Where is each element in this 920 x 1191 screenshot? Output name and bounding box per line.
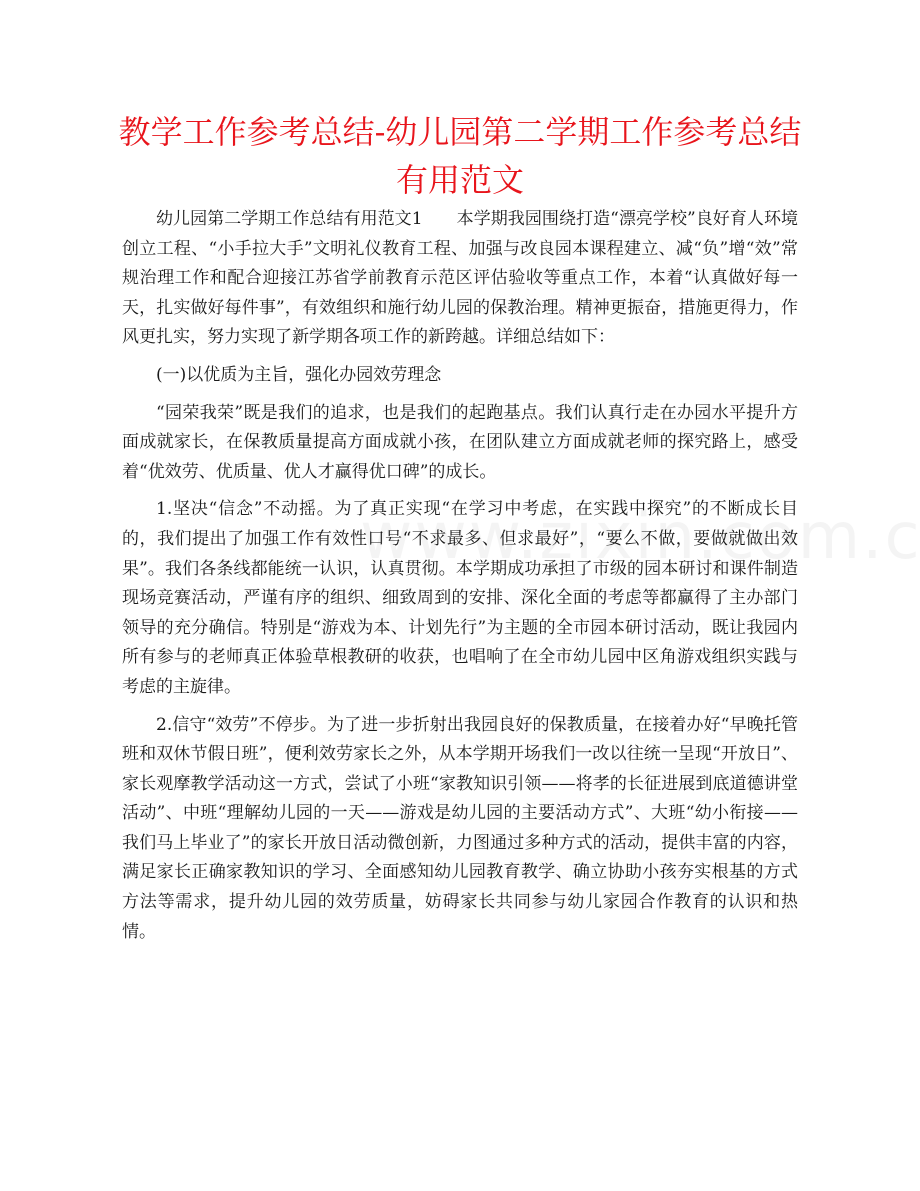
section-heading: (一)以优质为主旨，强化办园效劳理念 xyxy=(156,364,442,385)
document-title: 教学工作参考总结-幼儿园第二学期工作参考总结有用范文 xyxy=(118,113,802,199)
paragraph-point-1: 1.坚决“信念”不动摇。为了真正实现“在学习中考虑，在实践中探究”的不断成长目的，我们提出了加强工作有效性口号“不求最多、但求最好”，“要么不做，要做就做出效果”。我们各条线都能统一认识，认真贯彻。本学期成功承担了市级的园本研讨和课件制造现场竞赛活动，严谨有序的组织、细致周到的安排、深化全面的考虑等都赢得了主办部门领导的充分确信。特别是“游戏为本、计划先行”为主题的全市园本研讨活动，既让我园内所有参与的老师真正体验草根教研的收获，也唱响了在全市幼儿园中区角游戏组织实践与考虑的主旋律。 xyxy=(122,499,798,697)
paragraph-point-2: 2.信守“效劳”不停步。为了进一步折射出我园良好的保教质量，在接着办好“早晚托管班和双休节假日班”，便利效劳家长之外，从本学期开场我们一改以往统一呈现“开放日”、家长观摩教学活动这一方式，尝试了小班“家教知识引领——将孝的长征进展到底道德讲堂活动”、中班“理解幼儿园的一天——游戏是幼儿园的主要活动方式”、大班“幼小衔接——我们马上毕业了”的家长开放日活动微创新，力图通过多种方式的活动，提供丰富的内容，满足家长正确家教知识的学习、全面感知幼儿园教育教学、确立协助小孩夯实根基的方式方法等需求，提升幼儿园的效劳质量，妨碍家长共同参与幼儿家园合作教育的认识和热情。 xyxy=(122,714,798,942)
paragraph-philosophy: “园荣我荣”既是我们的追求，也是我们的起跑基点。我们认真行走在办园水平提升方面成就家长，在保教质量提高方面成就小孩，在团队建立方面成就老师的探究路上，感受着“优效劳、优质量、优人才赢得优口碑”的成长。 xyxy=(122,402,798,482)
document-body xyxy=(122,205,798,947)
paragraph-intro: 幼儿园第二学期工作总结有用范文1 本学期我园围绕打造“漂亮学校”良好育人环境创立工程、“小手拉大手”文明礼仪教育工程、加强与改良园本课程建立、减“负”增“效”常规治理工作和配合迎接江苏省学前教育示范区评估验收等重点工作，本着“认真做好每一天，扎实做好每件事”，有效组织和施行幼儿园的保教治理。精神更振奋，措施更得力，作风更扎实，努力实现了新学期各项工作的新跨越。详细总结如下： xyxy=(122,209,798,348)
